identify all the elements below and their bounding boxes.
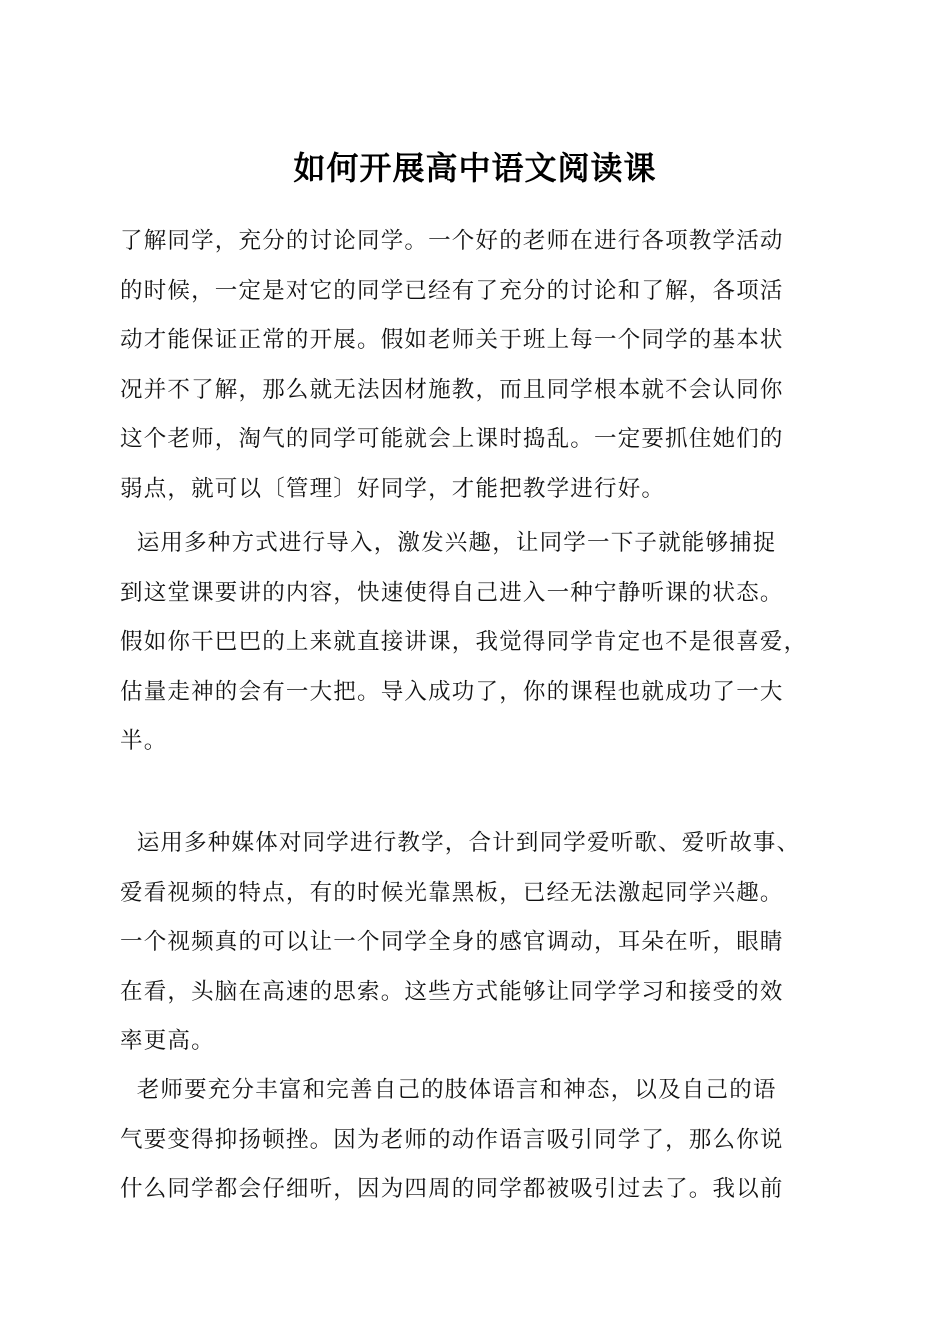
document-title: 如何开展高中语文阅读课 — [293, 149, 657, 187]
text-line: 老师要充分丰富和完善自己的肢体语言和神态，以及自己的语 — [120, 1077, 777, 1103]
text-line: 到这堂课要讲的内容，快速使得自己进入一种宁静听课的状态。 — [120, 579, 784, 606]
text-line: 了解同学，充分的讨论同学。一个好的老师在进行各项教学活动 — [120, 228, 784, 254]
text-line: 假如你干巴巴的上来就直接讲课，我觉得同学肯定也不是很喜爱， — [120, 629, 808, 655]
text-line: 率更高。 — [120, 1028, 215, 1054]
paragraph-4 — [120, 1066, 832, 1215]
text-line: 弱点，就可以〔管理〕好同学，才能把教学进行好。 — [120, 475, 666, 502]
text-line: 估量走神的会有一大把。导入成功了，你的课程也就成功了一大 — [120, 678, 784, 705]
text-line: 在看，头脑在高速的思索。这些方式能够让同学学习和接受的效 — [120, 978, 784, 1005]
paragraph-1 — [120, 217, 832, 514]
paragraph-3 — [120, 819, 832, 1067]
text-line: 运用多种媒体对同学进行教学，合计到同学爱听歌、爱听故事、 — [120, 830, 801, 856]
text-line: 半。 — [120, 728, 168, 754]
text-line: 运用多种方式进行导入，激发兴趣，让同学一下子就能够捕捉 — [120, 530, 777, 556]
paragraph-2 — [120, 519, 832, 767]
text-line: 动才能保证正常的开展。假如老师关于班上每一个同学的基本状 — [120, 327, 784, 353]
text-line: 一个视频真的可以让一个同学全身的感官调动，耳朵在听，眼睛 — [120, 929, 784, 955]
text-line: 这个老师，淘气的同学可能就会上课时捣乱。一定要抓住她们的 — [120, 426, 784, 452]
text-line: 况并不了解，那么就无法因材施教，而且同学根本就不会认同你 — [120, 376, 784, 403]
text-line: 什么同学都会仔细听，因为四周的同学都被吸引过去了。我以前 — [120, 1176, 784, 1202]
text-line: 的时候，一定是对它的同学已经有了充分的讨论和了解，各项活 — [120, 277, 784, 304]
text-line: 爱看视频的特点，有的时候光靠黑板，已经无法激起同学兴趣。 — [120, 879, 784, 906]
text-line: 气要变得抑扬顿挫。因为老师的动作语言吸引同学了，那么你说 — [120, 1126, 784, 1153]
